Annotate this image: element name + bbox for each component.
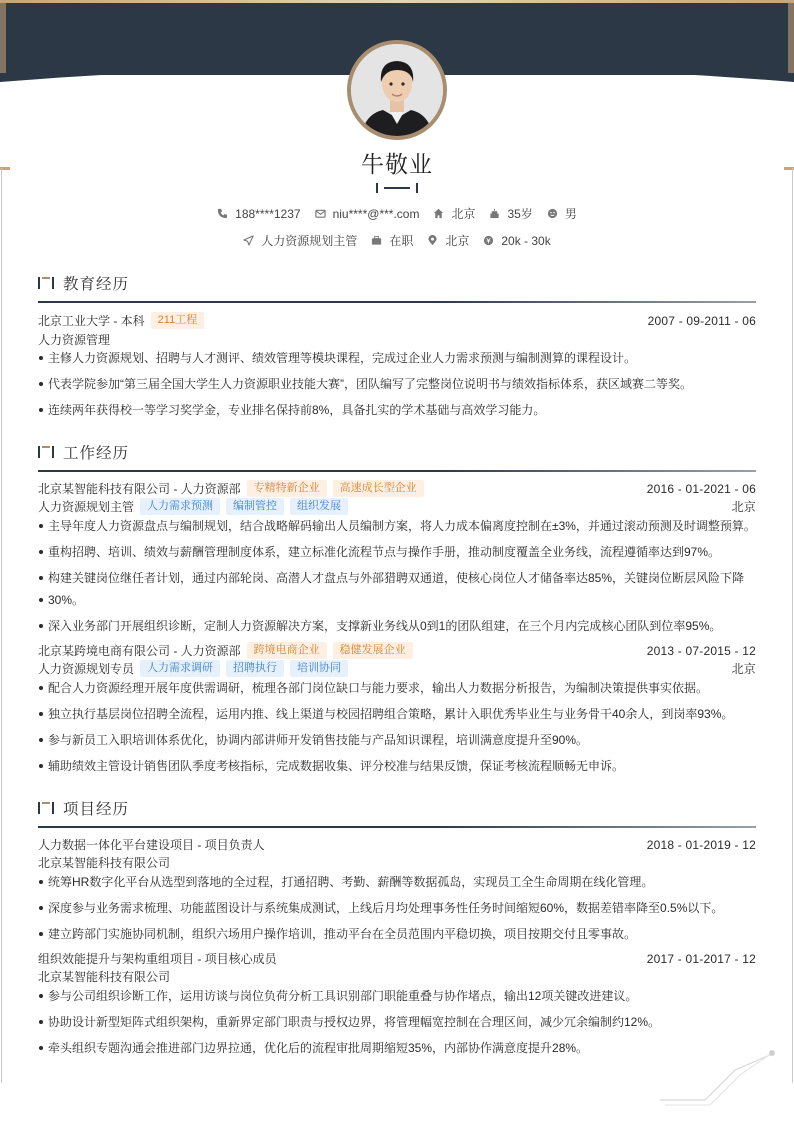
company-name: 北京某跨境电商有限公司 - 人力资源部 (38, 644, 241, 658)
gender-item (547, 205, 577, 222)
education-bullet: 连续两年获得校一等学习奖学金，专业排名保持前8%，具备扎实的学术基础与高效学习能力。 (38, 399, 756, 421)
work-bullet: 主导年度人力资源盘点与编制规划，结合战略解码输出人员编制方案，将人力成本偏离度控制在±3%，并通过滚动预测及时调整预算。 (38, 515, 756, 537)
project-title: 人力数据一体化平台建设项目 - 项目负责人 (38, 838, 265, 852)
projects-divider (38, 826, 756, 828)
education-major-row (38, 331, 756, 348)
work-bullet: 独立执行基层岗位招聘全流程，运用内推、线上渠道与校园招聘组合策略，累计入职优秀毕业生与业务骨干40余人，到岗率93%。 (38, 703, 756, 725)
education-divider (38, 301, 756, 303)
projects-section-title (38, 797, 129, 819)
work-role-row (38, 660, 756, 677)
name-divider (376, 183, 418, 193)
company-tag: 高速成长型企业 (333, 480, 424, 497)
work-role-row (38, 498, 756, 515)
salary-item (483, 234, 550, 248)
work-bullet-continuation: 30%。 (38, 589, 756, 611)
education-date: 2007 - 09-2011 - 06 (647, 313, 756, 328)
education-entry-header (38, 312, 756, 329)
salary-text: 20k - 30k (501, 233, 551, 248)
work-bullet: 辅助绩效主管设计销售团队季度考核指标，完成数据收集、评分校准与结果反馈，保证考核流程顺畅无申诉。 (38, 755, 756, 777)
major-text: 人力资源管理 (38, 333, 111, 347)
location-icon (427, 235, 438, 246)
project-entry-header (38, 950, 756, 967)
education-bullet: 主修人力资源规划、招聘与人才测评、绩效管理等模块课程，完成过企业人力需求预测与编制测算的课程设计。 (38, 347, 756, 369)
work-divider (38, 470, 756, 472)
cake-icon (489, 208, 500, 219)
company-tag: 专精特新企业 (247, 480, 327, 497)
section-mark-icon (38, 801, 55, 815)
gender-text: 男 (564, 207, 577, 221)
gender-icon (547, 208, 558, 219)
location-item (433, 205, 475, 222)
avatar-photo (351, 44, 443, 136)
email-item (315, 207, 420, 221)
role-tag: 人力需求调研 (140, 660, 220, 677)
work-bullet: 参与新员工入职培训体系优化，协调内部讲师开发销售技能与产品知识课程，培训满意度提升至90%。 (38, 729, 756, 751)
project-bullet: 统筹HR数字化平台从选型到落地的全过程，打通招聘、考勤、薪酬等数据孤岛，实现员工全生命周期在线化管理。 (38, 871, 756, 893)
work-date: 2013 - 07-2015 - 12 (646, 643, 756, 658)
section-mark-icon (38, 445, 55, 459)
age-item (489, 205, 532, 222)
email-text: niu****@***.com (332, 206, 420, 221)
company-tag: 跨境电商企业 (247, 642, 327, 659)
status-text: 在职 (389, 234, 414, 248)
candidate-name: 牛敬业 (361, 151, 433, 177)
work-city: 北京 (731, 500, 756, 514)
project-entry-header (38, 836, 756, 853)
target-position-item (243, 232, 357, 249)
project-date: 2018 - 01-2019 - 12 (646, 837, 756, 852)
work-heading: 工作经历 (63, 445, 130, 462)
project-company-row (38, 968, 756, 985)
job-intent-row (0, 232, 794, 249)
education-bullet: 代表学院参加“第三届全国大学生人力资源职业技能大赛”，团队编写了完整岗位说明书与绩效指标体系，获区域赛二等奖。 (38, 373, 756, 395)
location-text: 北京 (451, 207, 476, 221)
contact-row (0, 205, 794, 222)
target-position-text: 人力资源规划主管 (261, 234, 358, 248)
role-tag: 人力需求预测 (140, 498, 220, 515)
home-icon (433, 208, 444, 219)
work-entry-header (38, 480, 756, 497)
work-entry-header (38, 642, 756, 659)
school-tag: 211工程 (151, 312, 205, 329)
role-tag: 组织发展 (290, 498, 348, 515)
project-bullet: 建立跨部门实施协同机制，组织六场用户操作培训，推动平台在全员范围内平稳切换，项目按期交付且零事故。 (38, 923, 756, 945)
phone-text: 188****1237 (235, 206, 301, 221)
education-section-title (38, 272, 129, 294)
role-tag: 招聘执行 (226, 660, 284, 677)
work-bullet: 配合人力资源经理开展年度供需调研，梳理各部门岗位缺口与能力要求，输出人力数据分析报告，为编制决策提供事实依据。 (38, 677, 756, 699)
section-mark-icon (38, 276, 55, 290)
work-bullet: 重构招聘、培训、绩效与薪酬管理制度体系，建立标准化流程节点与操作手册，推动制度覆盖全业务线，流程遵循率达到97%。 (38, 541, 756, 563)
mail-icon (315, 208, 326, 219)
work-section-title (38, 441, 129, 463)
age-text: 35岁 (507, 207, 533, 221)
phone-icon (217, 208, 228, 219)
work-bullet: 构建关键岗位继任者计划，通过内部轮岗、高潜人才盘点与外部猎聘双通道，使核心岗位人才储备率达85%，关键岗位断层风险下降 (38, 567, 756, 589)
project-bullet: 牵头组织专题沟通会推进部门边界拉通，优化后的流程审批周期缩短35%，内部协作满意度提升28%。 (38, 1037, 756, 1059)
money-icon (483, 235, 494, 246)
role-name: 人力资源规划专员 (38, 662, 135, 676)
school-name: 北京工业大学 - 本科 (38, 314, 145, 328)
company-name: 北京某智能科技有限公司 - 人力资源部 (38, 482, 241, 496)
project-company: 北京某智能科技有限公司 (38, 970, 171, 984)
target-city-text: 北京 (445, 234, 470, 248)
target-city-item (427, 232, 469, 249)
project-bullet: 参与公司组织诊断工作，运用访谈与岗位负荷分析工具识别部门职能重叠与协作堵点，输出12项关键改进建议。 (38, 985, 756, 1007)
project-company-row (38, 854, 756, 871)
avatar (347, 40, 447, 140)
role-tag: 编制管控 (226, 498, 284, 515)
project-bullet: 协助设计新型矩阵式组织架构，重新界定部门职责与授权边界，将管理幅宽控制在合理区间，减少冗余编制约12%。 (38, 1011, 756, 1033)
project-bullet: 深度参与业务需求梳理、功能蓝图设计与系统集成测试，上线后月均处理事务性任务时间缩短60%，数据差错率降至0.5%以下。 (38, 897, 756, 919)
project-date: 2017 - 01-2017 - 12 (646, 951, 756, 966)
status-item (371, 232, 413, 249)
work-date: 2016 - 01-2021 - 06 (646, 481, 756, 496)
company-tag: 稳健发展企业 (333, 642, 413, 659)
corner-decoration (655, 1045, 780, 1107)
work-city: 北京 (731, 662, 756, 676)
project-company: 北京某智能科技有限公司 (38, 856, 171, 870)
work-bullet: 深入业务部门开展组织诊断，定制人力资源解决方案，支撑新业务线从0到1的团队组建，在三个月内完成核心团队到位率95%。 (38, 615, 756, 637)
send-icon (243, 235, 254, 246)
phone-item (217, 207, 300, 221)
role-tag: 培训协同 (290, 660, 348, 677)
projects-heading: 项目经历 (63, 801, 130, 818)
education-heading: 教育经历 (63, 276, 130, 293)
project-title: 组织效能提升与架构重组项目 - 项目核心成员 (38, 952, 277, 966)
briefcase-icon (371, 235, 382, 246)
role-name: 人力资源规划主管 (38, 500, 135, 514)
